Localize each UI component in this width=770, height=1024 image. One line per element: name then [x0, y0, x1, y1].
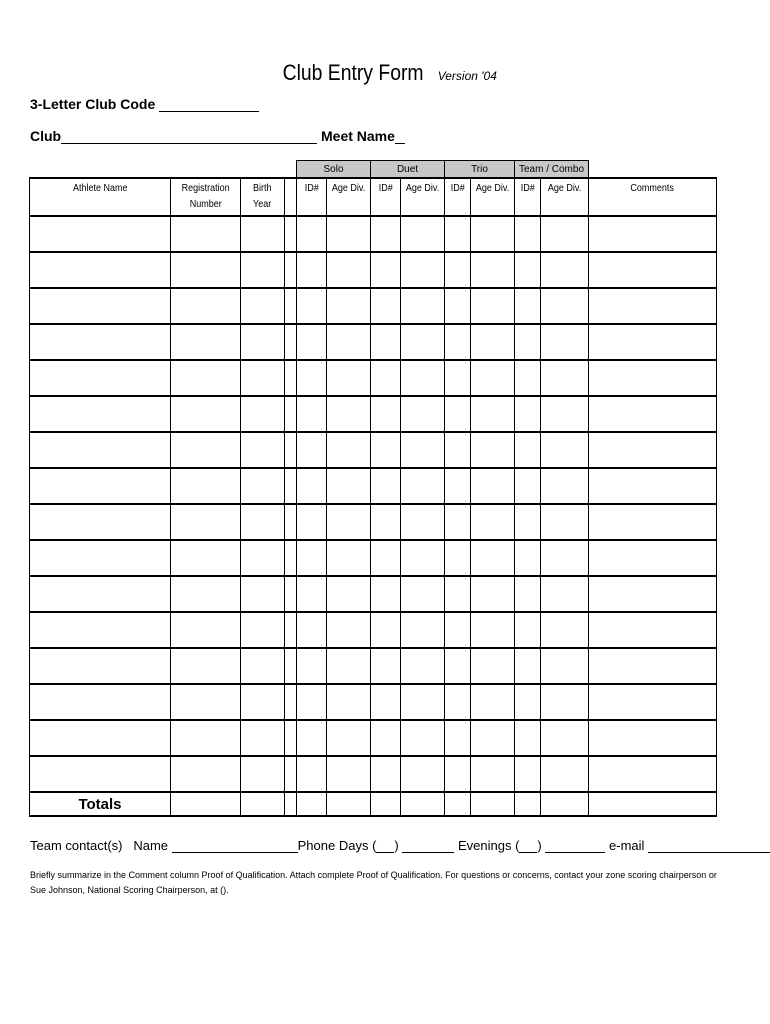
entry-cell[interactable]	[589, 720, 717, 756]
entry-cell[interactable]	[297, 252, 327, 288]
entry-cell[interactable]	[541, 684, 589, 720]
entry-cell[interactable]	[401, 540, 445, 576]
entry-cell[interactable]	[285, 540, 297, 576]
table-row	[30, 504, 717, 540]
header-duet-age-div: Age Div.	[401, 178, 445, 216]
entry-cell[interactable]	[515, 216, 541, 252]
entry-cell[interactable]	[471, 684, 515, 720]
entry-cell[interactable]	[327, 684, 371, 720]
table-row	[30, 576, 717, 612]
entry-cell[interactable]	[241, 324, 285, 360]
entry-cell[interactable]	[445, 504, 471, 540]
entry-cell[interactable]	[30, 432, 171, 468]
footnote: Briefly summarize in the Comment column Proof of Qualification. Attach complete Proof of Qualification. For questions or concerns, contact your zone scoring chairperson or Sue Johnson, National Scoring Chairperson, at ().	[30, 870, 717, 895]
table-row	[30, 612, 717, 648]
entry-cell[interactable]	[30, 324, 171, 360]
totals-label: Totals	[30, 792, 171, 816]
entry-cell[interactable]	[327, 648, 371, 684]
phone-days-input-line[interactable]	[402, 839, 454, 853]
entry-cell[interactable]	[541, 216, 589, 252]
entry-cell[interactable]	[285, 720, 297, 756]
entry-cell[interactable]	[30, 576, 171, 612]
club-row	[30, 128, 405, 144]
total-cell[interactable]	[445, 792, 471, 816]
entry-cell[interactable]	[297, 756, 327, 792]
entry-cell[interactable]	[171, 504, 241, 540]
entry-cell[interactable]	[515, 396, 541, 432]
header-trio-age-div: Age Div.	[471, 178, 515, 216]
entry-cell[interactable]	[445, 360, 471, 396]
entry-cell[interactable]	[171, 360, 241, 396]
entry-cell[interactable]	[541, 648, 589, 684]
entry-cell[interactable]	[171, 648, 241, 684]
entry-cell[interactable]	[541, 396, 589, 432]
contact-name-label: Name	[133, 838, 169, 853]
header-spacer	[285, 178, 297, 216]
entry-cell[interactable]	[589, 756, 717, 792]
entry-cell[interactable]	[327, 252, 371, 288]
entry-cell[interactable]	[401, 324, 445, 360]
entry-cell[interactable]	[327, 288, 371, 324]
entry-cell[interactable]	[297, 504, 327, 540]
table-row	[30, 216, 717, 252]
entry-cell[interactable]	[401, 648, 445, 684]
team-contact-label: Team contact(s)	[30, 838, 123, 853]
entry-cell[interactable]	[471, 396, 515, 432]
entry-cell[interactable]	[541, 252, 589, 288]
entry-cell[interactable]	[371, 720, 401, 756]
entry-cell[interactable]	[371, 252, 401, 288]
entry-cell[interactable]	[297, 540, 327, 576]
entry-cell[interactable]	[541, 288, 589, 324]
entry-cell[interactable]	[327, 216, 371, 252]
entry-cell[interactable]	[471, 216, 515, 252]
entry-cell[interactable]	[401, 252, 445, 288]
entry-cell[interactable]	[445, 612, 471, 648]
entry-rows	[30, 216, 717, 792]
entry-cell[interactable]	[30, 648, 171, 684]
entry-cell[interactable]	[297, 360, 327, 396]
entry-cell[interactable]	[297, 648, 327, 684]
entry-cell[interactable]	[297, 288, 327, 324]
table-row	[30, 432, 717, 468]
total-cell[interactable]	[589, 792, 717, 816]
entry-cell[interactable]	[471, 756, 515, 792]
entry-cell[interactable]	[30, 504, 171, 540]
table-row	[30, 468, 717, 504]
totals-row	[30, 792, 717, 816]
entry-cell[interactable]	[445, 396, 471, 432]
entry-cell[interactable]	[471, 288, 515, 324]
entry-cell[interactable]	[297, 576, 327, 612]
entry-cell[interactable]	[471, 540, 515, 576]
group-header-row	[30, 161, 717, 179]
entry-cell[interactable]	[589, 684, 717, 720]
entry-cell[interactable]	[171, 288, 241, 324]
entry-cell[interactable]	[285, 468, 297, 504]
entry-cell[interactable]	[471, 432, 515, 468]
header-duet-id: ID#	[371, 178, 401, 216]
table-row	[30, 360, 717, 396]
entry-cell[interactable]	[371, 684, 401, 720]
entry-cell[interactable]	[327, 396, 371, 432]
entry-cell[interactable]	[30, 612, 171, 648]
entry-cell[interactable]	[515, 576, 541, 612]
total-cell[interactable]	[541, 792, 589, 816]
contact-name-input-line[interactable]	[172, 839, 298, 853]
entry-cell[interactable]	[515, 612, 541, 648]
entry-cell[interactable]	[241, 288, 285, 324]
entry-cell[interactable]	[171, 252, 241, 288]
entry-cell[interactable]	[515, 252, 541, 288]
entry-cell[interactable]	[371, 324, 401, 360]
entry-cell[interactable]	[241, 216, 285, 252]
entry-cell[interactable]	[371, 576, 401, 612]
entry-cell[interactable]	[30, 468, 171, 504]
entry-cell[interactable]	[471, 468, 515, 504]
group-solo: Solo	[297, 161, 371, 179]
entry-cell[interactable]	[445, 252, 471, 288]
entry-cell[interactable]	[285, 648, 297, 684]
entry-cell[interactable]	[401, 720, 445, 756]
entry-cell[interactable]	[589, 324, 717, 360]
entry-cell[interactable]	[471, 648, 515, 684]
header-solo-id: ID#	[297, 178, 327, 216]
entry-cell[interactable]	[515, 648, 541, 684]
evenings-label: Evenings (	[458, 838, 520, 853]
entry-cell[interactable]	[445, 432, 471, 468]
table-row	[30, 720, 717, 756]
entry-cell[interactable]	[371, 468, 401, 504]
entry-cell[interactable]	[401, 360, 445, 396]
entry-cell[interactable]	[30, 720, 171, 756]
evenings-input-line[interactable]	[545, 839, 605, 853]
entry-cell[interactable]	[541, 540, 589, 576]
entry-cell[interactable]	[515, 288, 541, 324]
entry-cell[interactable]	[285, 756, 297, 792]
club-code-label: 3-Letter Club Code	[30, 96, 156, 112]
entry-cell[interactable]	[589, 252, 717, 288]
entry-cell[interactable]	[327, 360, 371, 396]
email-input-line[interactable]	[648, 839, 770, 853]
entry-cell[interactable]	[241, 720, 285, 756]
table-row	[30, 288, 717, 324]
entry-cell[interactable]	[285, 432, 297, 468]
entry-cell[interactable]	[401, 468, 445, 504]
entry-cell[interactable]	[515, 756, 541, 792]
phone-days-label: Phone Days (	[297, 838, 377, 853]
entry-cell[interactable]	[471, 324, 515, 360]
column-header-row	[30, 178, 717, 216]
entry-cell[interactable]	[327, 540, 371, 576]
entry-cell[interactable]	[371, 540, 401, 576]
entry-cell[interactable]	[541, 612, 589, 648]
entry-cell[interactable]	[327, 576, 371, 612]
club-code-field	[30, 96, 259, 112]
entry-cell[interactable]	[589, 576, 717, 612]
entry-cell[interactable]	[241, 756, 285, 792]
entry-cell[interactable]	[515, 720, 541, 756]
entry-cell[interactable]	[297, 324, 327, 360]
entry-cell[interactable]	[297, 612, 327, 648]
entry-cell[interactable]	[589, 504, 717, 540]
total-cell[interactable]	[471, 792, 515, 816]
entry-cell[interactable]	[241, 612, 285, 648]
entry-cell[interactable]	[327, 468, 371, 504]
club-label: Club	[30, 128, 62, 144]
entry-cell[interactable]	[589, 540, 717, 576]
header-comments: Comments	[589, 178, 717, 216]
entry-cell[interactable]	[401, 216, 445, 252]
entry-cell[interactable]	[371, 504, 401, 540]
entry-cell[interactable]	[371, 648, 401, 684]
table-row	[30, 396, 717, 432]
entry-cell[interactable]	[327, 612, 371, 648]
entry-cell[interactable]	[401, 288, 445, 324]
evenings-paren: )	[537, 838, 542, 853]
entry-cell[interactable]	[471, 360, 515, 396]
entry-cell[interactable]	[327, 504, 371, 540]
evenings-area-line[interactable]	[519, 839, 537, 853]
entry-cell[interactable]	[285, 288, 297, 324]
entry-cell[interactable]	[285, 324, 297, 360]
entry-cell[interactable]	[241, 360, 285, 396]
entry-cell[interactable]	[589, 288, 717, 324]
entry-cell[interactable]	[445, 324, 471, 360]
entry-cell[interactable]	[285, 576, 297, 612]
entry-cell[interactable]	[401, 396, 445, 432]
entry-cell[interactable]	[371, 612, 401, 648]
total-cell[interactable]	[371, 792, 401, 816]
entry-cell[interactable]	[445, 684, 471, 720]
table-row	[30, 252, 717, 288]
entry-cell[interactable]	[541, 720, 589, 756]
header-solo-age-div: Age Div.	[327, 178, 371, 216]
entry-cell[interactable]	[371, 288, 401, 324]
form-title-main: Club Entry Form	[282, 60, 424, 85]
table-row	[30, 756, 717, 792]
entry-cell[interactable]	[401, 432, 445, 468]
entry-cell[interactable]	[371, 756, 401, 792]
entry-cell[interactable]	[171, 216, 241, 252]
entry-cell[interactable]	[515, 540, 541, 576]
entry-cell[interactable]	[241, 468, 285, 504]
total-cell[interactable]	[401, 792, 445, 816]
entry-cell[interactable]	[541, 576, 589, 612]
entry-cell[interactable]	[471, 576, 515, 612]
entry-cell[interactable]	[171, 468, 241, 504]
entry-cell[interactable]	[471, 252, 515, 288]
entry-cell[interactable]	[541, 324, 589, 360]
entry-cell[interactable]	[445, 756, 471, 792]
entry-cell[interactable]	[445, 648, 471, 684]
entry-cell[interactable]	[541, 432, 589, 468]
entry-cell[interactable]	[371, 396, 401, 432]
entry-cell[interactable]	[297, 720, 327, 756]
entry-cell[interactable]	[445, 216, 471, 252]
entry-cell[interactable]	[515, 684, 541, 720]
entry-cell[interactable]	[445, 720, 471, 756]
contact-line	[30, 838, 770, 853]
header-birth-year: Birth Year	[241, 178, 285, 216]
table-row	[30, 648, 717, 684]
header-registration: Registration Number	[171, 178, 241, 216]
entry-cell[interactable]	[30, 396, 171, 432]
entry-cell[interactable]	[241, 540, 285, 576]
entry-cell[interactable]	[171, 396, 241, 432]
club-input-line[interactable]	[61, 129, 317, 144]
entry-table	[29, 160, 717, 817]
entry-cell[interactable]	[589, 360, 717, 396]
entry-cell[interactable]	[541, 360, 589, 396]
entry-cell[interactable]	[241, 576, 285, 612]
entry-cell[interactable]	[30, 360, 171, 396]
entry-cell[interactable]	[589, 468, 717, 504]
entry-cell[interactable]	[327, 720, 371, 756]
meet-name-label: Meet Name	[321, 128, 395, 144]
entry-cell[interactable]	[471, 504, 515, 540]
total-cell[interactable]	[297, 792, 327, 816]
entry-cell[interactable]	[589, 432, 717, 468]
entry-cell[interactable]	[327, 324, 371, 360]
entry-cell[interactable]	[241, 432, 285, 468]
entry-cell[interactable]	[327, 756, 371, 792]
entry-cell[interactable]	[297, 216, 327, 252]
entry-cell[interactable]	[171, 576, 241, 612]
header-team-age-div: Age Div.	[541, 178, 589, 216]
phone-days-area-line[interactable]	[376, 839, 394, 853]
entry-cell[interactable]	[445, 288, 471, 324]
entry-cell[interactable]	[515, 324, 541, 360]
entry-cell[interactable]	[589, 648, 717, 684]
entry-cell[interactable]	[297, 432, 327, 468]
entry-cell[interactable]	[285, 360, 297, 396]
meet-name-input-line[interactable]	[395, 129, 405, 144]
form-version: Version '04	[437, 69, 497, 83]
entry-cell[interactable]	[171, 612, 241, 648]
entry-cell[interactable]	[371, 432, 401, 468]
entry-cell[interactable]	[515, 504, 541, 540]
entry-cell[interactable]	[171, 684, 241, 720]
entry-cell[interactable]	[171, 720, 241, 756]
email-label: e-mail	[609, 838, 645, 853]
total-cell[interactable]	[285, 792, 297, 816]
entry-cell[interactable]	[401, 576, 445, 612]
entry-cell[interactable]	[285, 396, 297, 432]
total-cell[interactable]	[171, 792, 241, 816]
entry-cell[interactable]	[30, 684, 171, 720]
table-row	[30, 540, 717, 576]
entry-cell[interactable]	[171, 432, 241, 468]
entry-cell[interactable]	[541, 504, 589, 540]
table-row	[30, 684, 717, 720]
entry-cell[interactable]	[371, 360, 401, 396]
entry-cell[interactable]	[445, 540, 471, 576]
entry-cell[interactable]	[541, 756, 589, 792]
entry-cell[interactable]	[297, 468, 327, 504]
total-cell[interactable]	[241, 792, 285, 816]
club-code-input-line[interactable]	[159, 97, 259, 112]
entry-cell[interactable]	[171, 756, 241, 792]
entry-cell[interactable]	[241, 252, 285, 288]
total-cell[interactable]	[327, 792, 371, 816]
entry-cell[interactable]	[589, 612, 717, 648]
entry-cell[interactable]	[30, 252, 171, 288]
entry-cell[interactable]	[327, 432, 371, 468]
entry-cell[interactable]	[471, 612, 515, 648]
entry-cell[interactable]	[589, 396, 717, 432]
entry-cell[interactable]	[541, 468, 589, 504]
entry-cell[interactable]	[445, 576, 471, 612]
entry-cell[interactable]	[297, 396, 327, 432]
entry-cell[interactable]	[241, 396, 285, 432]
entry-cell[interactable]	[515, 360, 541, 396]
entry-cell[interactable]	[285, 216, 297, 252]
group-duet: Duet	[371, 161, 445, 179]
total-cell[interactable]	[515, 792, 541, 816]
entry-cell[interactable]	[401, 504, 445, 540]
entry-cell[interactable]	[241, 504, 285, 540]
header-team-id: ID#	[515, 178, 541, 216]
entry-cell[interactable]	[285, 612, 297, 648]
form-title	[0, 60, 770, 86]
group-team-combo: Team / Combo	[515, 161, 589, 179]
entry-cell[interactable]	[241, 684, 285, 720]
entry-cell[interactable]	[515, 432, 541, 468]
entry-cell[interactable]	[171, 324, 241, 360]
entry-cell[interactable]	[30, 288, 171, 324]
entry-cell[interactable]	[401, 756, 445, 792]
header-trio-id: ID#	[445, 178, 471, 216]
entry-cell[interactable]	[285, 252, 297, 288]
header-athlete-name: Athlete Name	[30, 178, 171, 216]
entry-cell[interactable]	[285, 504, 297, 540]
entry-cell[interactable]	[471, 720, 515, 756]
table-row	[30, 324, 717, 360]
entry-cell[interactable]	[589, 216, 717, 252]
entry-cell[interactable]	[401, 612, 445, 648]
entry-cell[interactable]	[445, 468, 471, 504]
entry-cell[interactable]	[30, 756, 171, 792]
entry-cell[interactable]	[241, 648, 285, 684]
entry-cell[interactable]	[515, 468, 541, 504]
entry-cell[interactable]	[171, 540, 241, 576]
phone-days-paren: )	[394, 838, 399, 853]
entry-cell[interactable]	[401, 684, 445, 720]
entry-cell[interactable]	[297, 684, 327, 720]
group-trio: Trio	[445, 161, 515, 179]
entry-cell[interactable]	[30, 216, 171, 252]
entry-cell[interactable]	[371, 216, 401, 252]
entry-cell[interactable]	[285, 684, 297, 720]
entry-cell[interactable]	[30, 540, 171, 576]
